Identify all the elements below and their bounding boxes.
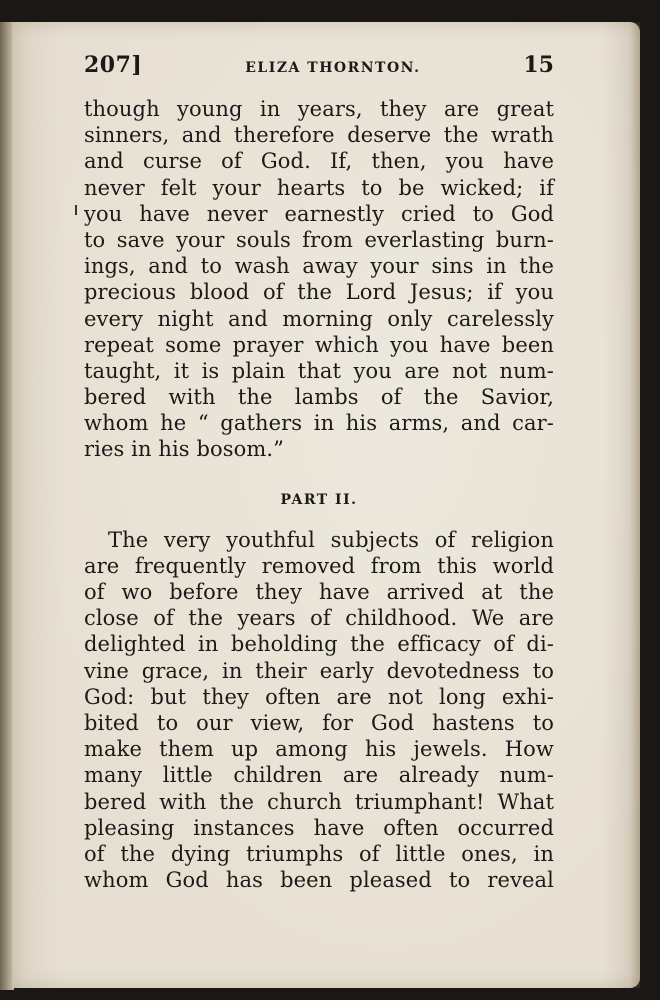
text-line: make them up among his jewels. How bbox=[84, 737, 554, 762]
paragraph-1 bbox=[84, 96, 554, 463]
page-number: 15 bbox=[523, 52, 554, 78]
page-edge-shadow bbox=[630, 22, 640, 988]
text-line: though young in years, they are great bbox=[84, 97, 554, 121]
text-line: bered with the lambs of the Savior, bbox=[84, 385, 554, 410]
page-text bbox=[84, 52, 554, 893]
text-line: are frequently removed from this world bbox=[84, 553, 554, 578]
text-line: close of the years of childhood. We are bbox=[84, 606, 554, 631]
text-line: ries in his bosom.” bbox=[84, 437, 284, 462]
text-line: every night and morning only carelessly bbox=[84, 306, 554, 331]
running-header bbox=[84, 52, 554, 96]
text-line: bered with the church triumphant! What bbox=[84, 789, 554, 814]
running-title: ELIZA THORNTON. bbox=[245, 60, 421, 76]
text-line: precious blood of the Lord Jesus; if you bbox=[84, 280, 554, 305]
text-line: never felt your hearts to be wicked; if bbox=[84, 175, 554, 200]
text-line: of wo before they have arrived at the bbox=[84, 580, 554, 604]
text-line: The very youthful subjects of religion bbox=[108, 527, 554, 552]
text-line: of the dying triumphs of little ones, in bbox=[84, 841, 554, 866]
text-line: you have never earnestly cried to God bbox=[84, 201, 554, 226]
text-line: and curse of God. If, then, you have bbox=[84, 149, 554, 174]
text-line: vine grace, in their early devotedness to bbox=[84, 658, 554, 683]
signature-number: 207] bbox=[84, 52, 143, 78]
text-line: delighted in beholding the efficacy of di- bbox=[84, 632, 554, 657]
text-line: taught, it is plain that you are not num- bbox=[84, 358, 554, 383]
paragraph-2 bbox=[84, 527, 554, 894]
text-line: repeat some prayer which you have been bbox=[84, 332, 554, 357]
text-line: bited to our view, for God hastens to bbox=[84, 710, 554, 735]
text-line: pleasing instances have often occurred bbox=[84, 815, 554, 840]
text-line: ings, and to wash away your sins in the bbox=[84, 254, 554, 279]
margin-mark bbox=[75, 205, 77, 215]
heading-spacer bbox=[84, 515, 554, 527]
text-line: to save your souls from everlasting burn- bbox=[84, 227, 554, 252]
section-heading: PART II. bbox=[280, 491, 358, 508]
text-line: sinners, and therefore deserve the wrath bbox=[84, 123, 554, 148]
text-line: many little children are already num- bbox=[84, 763, 554, 788]
text-line: whom God has been pleased to reveal bbox=[84, 868, 554, 893]
text-line: whom he “ gathers in his arms, and car- bbox=[84, 411, 554, 436]
text-line: God: but they often are not long exhi- bbox=[84, 684, 554, 709]
